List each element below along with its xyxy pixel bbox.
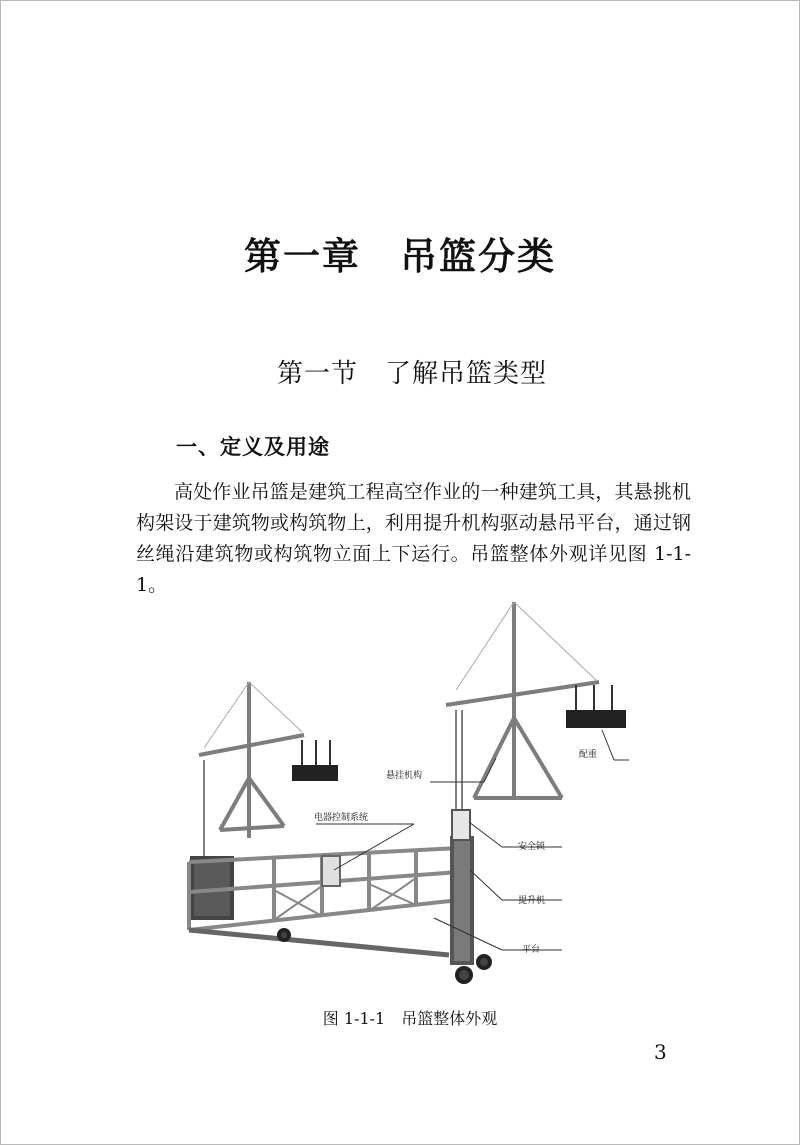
label-platform: 平台: [522, 945, 541, 955]
page-number: 3: [654, 1040, 667, 1064]
label-suspension-mechanism: 悬挂机构: [386, 771, 423, 781]
figure-caption: 图 1-1-1 吊篮整体外观: [322, 1009, 498, 1028]
gondola-illustration: [184, 600, 654, 992]
label-electrical-control: 电器控制系统: [314, 813, 369, 823]
label-hoist: 提升机: [518, 896, 546, 906]
body-paragraph: 高处作业吊篮是建筑工程高空作业的一种建筑工具，其悬挑机构架设于建筑物或构筑物上，利用提升机构驱动悬吊平台，通过钢丝绳沿建筑物或构筑物立面上下运行。吊篮整体外观详见图 1-1-1。: [136, 481, 691, 596]
chapter-title: 第一章 吊篮分类: [244, 234, 556, 278]
label-safety-lock: 安全锁: [518, 842, 546, 852]
label-counterweight: 配重: [579, 750, 598, 760]
subsection-heading: 一、定义及用途: [176, 435, 330, 459]
section-title: 第一节 了解吊篮类型: [276, 359, 547, 389]
figure-gondola: [184, 600, 654, 992]
